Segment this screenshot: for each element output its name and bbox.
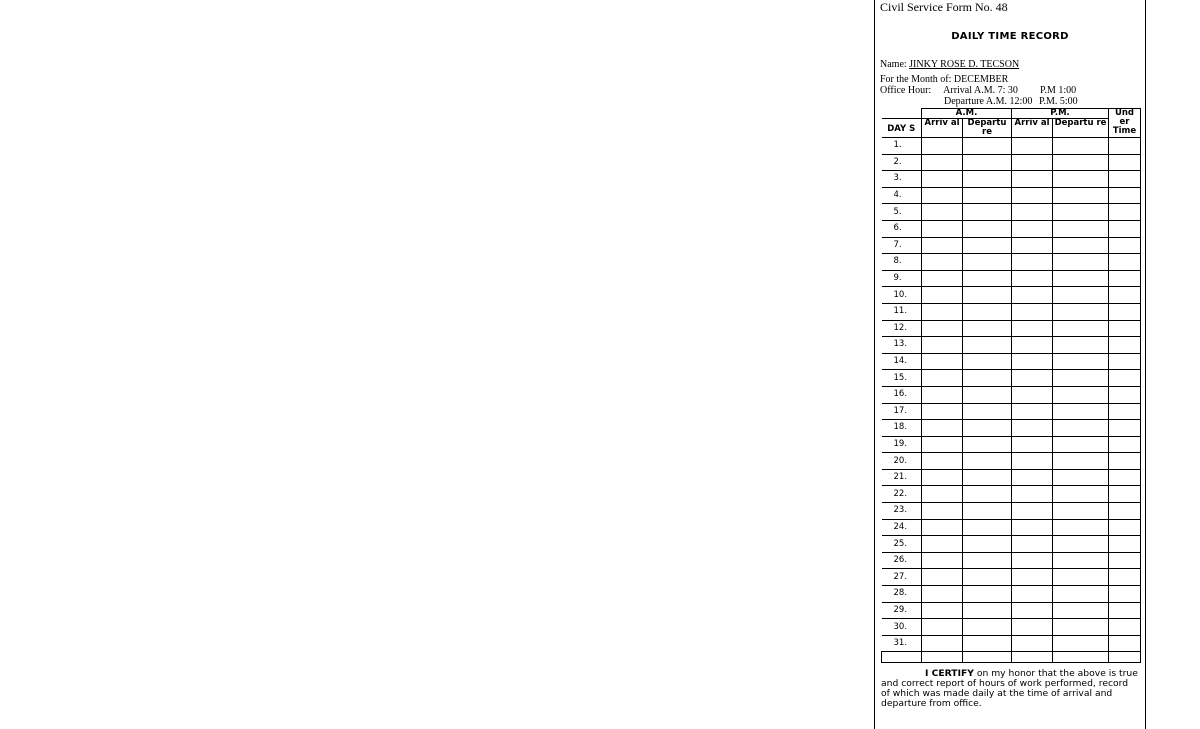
pm-departure-cell [1053, 187, 1109, 204]
undertime-cell [1109, 270, 1141, 287]
pm-departure-cell [1053, 503, 1109, 520]
table-row [882, 536, 1141, 553]
pm-departure-cell [1053, 569, 1109, 586]
pm-arrival-cell [1012, 519, 1053, 536]
pm-arrival-cell [1012, 320, 1053, 337]
am-departure-cell [963, 303, 1012, 320]
pm-arrival-cell [1012, 453, 1053, 470]
table-row [882, 337, 1141, 354]
day-number: 14. [882, 353, 922, 370]
am-departure-cell [963, 287, 1012, 304]
pm-departure-header: Departu re [1053, 119, 1109, 138]
undertime-cell [1109, 353, 1141, 370]
am-departure-cell [963, 635, 1012, 652]
pm-departure-time: P.M. 5:00 [1039, 96, 1078, 107]
pm-departure-cell [1053, 370, 1109, 387]
am-arrival-cell [922, 420, 963, 437]
name-line [880, 59, 1019, 70]
am-departure-cell [963, 320, 1012, 337]
blank-row [882, 652, 1141, 663]
day-number: 30. [882, 619, 922, 636]
day-number: 15. [882, 370, 922, 387]
am-departure-time: Departure A.M. 12:00 [944, 96, 1033, 107]
am-departure-cell [963, 171, 1012, 188]
pm-departure-cell [1053, 171, 1109, 188]
day-number: 3. [882, 171, 922, 188]
pm-arrival-time: P.M 1:00 [1040, 85, 1077, 96]
table-row [882, 469, 1141, 486]
am-departure-header: Departu re [963, 119, 1012, 138]
pm-arrival-cell [1012, 204, 1053, 221]
form-number: Civil Service Form No. 48 [880, 0, 1008, 14]
undertime-cell [1109, 453, 1141, 470]
am-departure-cell [963, 436, 1012, 453]
table-row [882, 386, 1141, 403]
blank-cell [882, 652, 922, 663]
pm-departure-cell [1053, 469, 1109, 486]
table-row [882, 403, 1141, 420]
am-arrival-cell [922, 270, 963, 287]
undertime-cell [1109, 436, 1141, 453]
pm-departure-cell [1053, 138, 1109, 155]
table-row [882, 254, 1141, 271]
day-number: 31. [882, 635, 922, 652]
day-number: 10. [882, 287, 922, 304]
table-row [882, 154, 1141, 171]
table-row [882, 420, 1141, 437]
am-arrival-cell [922, 486, 963, 503]
month-value: DECEMBER [953, 74, 1009, 85]
office-hour-label: Office Hour: [880, 85, 932, 96]
undertime-cell [1109, 138, 1141, 155]
undertime-cell [1109, 403, 1141, 420]
undertime-cell [1109, 586, 1141, 603]
pm-departure-cell [1053, 270, 1109, 287]
am-arrival-cell [922, 254, 963, 271]
pm-arrival-cell [1012, 303, 1053, 320]
table-row [882, 453, 1141, 470]
table-row [882, 436, 1141, 453]
am-arrival-cell [922, 204, 963, 221]
am-departure-cell [963, 187, 1012, 204]
am-departure-cell [963, 220, 1012, 237]
table-row [882, 586, 1141, 603]
document-title: DAILY TIME RECORD [951, 31, 1069, 42]
certify-text: on my honor that the above is true and correct report of hours of work performed, record of which was made daily at the time of arrival and departure from office. [881, 668, 1138, 709]
pm-arrival-header: Arriv al [1012, 119, 1053, 138]
name-value: JINKY ROSE D. TECSON [909, 59, 1020, 70]
am-arrival-cell [922, 436, 963, 453]
am-arrival-cell [922, 619, 963, 636]
pm-arrival-cell [1012, 154, 1053, 171]
pm-arrival-cell [1012, 586, 1053, 603]
pm-departure-cell [1053, 552, 1109, 569]
day-number: 13. [882, 337, 922, 354]
day-number: 29. [882, 602, 922, 619]
am-arrival-cell [922, 552, 963, 569]
day-number: 2. [882, 154, 922, 171]
day-number: 6. [882, 220, 922, 237]
name-label: Name: [880, 59, 907, 70]
undertime-cell [1109, 154, 1141, 171]
day-number: 26. [882, 552, 922, 569]
am-departure-cell [963, 586, 1012, 603]
table-row [882, 187, 1141, 204]
undertime-cell [1109, 187, 1141, 204]
table-row [882, 503, 1141, 520]
time-record-body [882, 138, 1141, 663]
day-number: 21. [882, 469, 922, 486]
month-label: For the Month of: [880, 74, 952, 85]
am-arrival-cell [922, 403, 963, 420]
pm-departure-cell [1053, 220, 1109, 237]
pm-arrival-cell [1012, 386, 1053, 403]
am-arrival-cell [922, 171, 963, 188]
undertime-cell [1109, 370, 1141, 387]
am-departure-cell [963, 469, 1012, 486]
am-arrival-cell [922, 386, 963, 403]
table-row [882, 519, 1141, 536]
office-hour-line [880, 85, 1018, 96]
am-departure-cell [963, 138, 1012, 155]
time-record-table [881, 108, 1141, 663]
undertime-cell [1109, 420, 1141, 437]
am-departure-cell [963, 370, 1012, 387]
day-number: 7. [882, 237, 922, 254]
undertime-cell [1109, 287, 1141, 304]
am-arrival-cell [922, 187, 963, 204]
table-row [882, 171, 1141, 188]
month-line [880, 74, 1008, 85]
undertime-cell [1109, 536, 1141, 553]
pm-arrival-cell [1012, 602, 1053, 619]
undertime-cell [1109, 635, 1141, 652]
am-departure-cell [963, 453, 1012, 470]
am-arrival-cell [922, 138, 963, 155]
pm-departure-cell [1053, 602, 1109, 619]
pm-arrival-cell [1012, 619, 1053, 636]
day-number: 22. [882, 486, 922, 503]
undertime-cell [1109, 602, 1141, 619]
am-arrival-cell [922, 287, 963, 304]
pm-arrival-cell [1012, 353, 1053, 370]
table-row [882, 237, 1141, 254]
day-number: 8. [882, 254, 922, 271]
pm-arrival-cell [1012, 287, 1053, 304]
am-arrival-cell [922, 320, 963, 337]
pm-departure-cell [1053, 320, 1109, 337]
am-arrival-cell [922, 602, 963, 619]
pm-departure-cell [1053, 237, 1109, 254]
pm-arrival-cell [1012, 635, 1053, 652]
table-row [882, 353, 1141, 370]
am-departure-cell [963, 204, 1012, 221]
am-departure-cell [963, 536, 1012, 553]
undertime-cell [1109, 619, 1141, 636]
table-row [882, 619, 1141, 636]
days-header: DAY S [882, 119, 922, 138]
table-row [882, 552, 1141, 569]
am-arrival-cell [922, 503, 963, 520]
pm-departure-cell [1053, 519, 1109, 536]
pm-departure-cell [1053, 536, 1109, 553]
pm-departure-cell [1053, 436, 1109, 453]
day-number: 27. [882, 569, 922, 586]
am-arrival-cell [922, 519, 963, 536]
undertime-cell [1109, 503, 1141, 520]
day-number: 1. [882, 138, 922, 155]
day-number: 18. [882, 420, 922, 437]
table-row [882, 138, 1141, 155]
pm-arrival-cell [1012, 270, 1053, 287]
am-arrival-cell [922, 353, 963, 370]
table-row [882, 370, 1141, 387]
day-number: 11. [882, 303, 922, 320]
pm-departure-cell [1053, 337, 1109, 354]
pm-departure-cell [1053, 403, 1109, 420]
day-number: 20. [882, 453, 922, 470]
pm-arrival-cell [1012, 469, 1053, 486]
pm-departure-cell [1053, 586, 1109, 603]
pm-departure-cell [1053, 287, 1109, 304]
am-departure-cell [963, 337, 1012, 354]
am-arrival-cell [922, 469, 963, 486]
am-arrival-cell [922, 586, 963, 603]
pm-arrival-cell [1012, 552, 1053, 569]
am-arrival-cell [922, 453, 963, 470]
undertime-cell [1109, 237, 1141, 254]
table-row [882, 635, 1141, 652]
am-arrival-cell [922, 536, 963, 553]
table-row [882, 204, 1141, 221]
table-subheader-row [882, 119, 1141, 138]
am-departure-cell [963, 154, 1012, 171]
am-departure-cell [963, 486, 1012, 503]
undertime-cell [1109, 303, 1141, 320]
undertime-cell [1109, 171, 1141, 188]
pm-departure-cell [1053, 386, 1109, 403]
blank-cell [1109, 652, 1141, 663]
pm-departure-cell [1053, 254, 1109, 271]
am-departure-cell [963, 353, 1012, 370]
am-arrival-header: Arriv al [922, 119, 963, 138]
day-number: 25. [882, 536, 922, 553]
table-row [882, 569, 1141, 586]
day-number: 24. [882, 519, 922, 536]
blank-cell [1012, 652, 1053, 663]
am-arrival-cell [922, 154, 963, 171]
undertime-cell [1109, 552, 1141, 569]
am-arrival-cell [922, 237, 963, 254]
undertime-cell [1109, 386, 1141, 403]
day-number: 23. [882, 503, 922, 520]
daily-time-record-form [874, 0, 1146, 729]
am-departure-cell [963, 386, 1012, 403]
day-number: 16. [882, 386, 922, 403]
table-row [882, 303, 1141, 320]
pm-arrival-cell [1012, 403, 1053, 420]
am-departure-cell [963, 602, 1012, 619]
pm-arrival-cell [1012, 237, 1053, 254]
am-arrival-cell [922, 303, 963, 320]
pm-arrival-cell [1012, 171, 1053, 188]
am-departure-cell [963, 403, 1012, 420]
am-arrival-cell [922, 220, 963, 237]
table-row [882, 320, 1141, 337]
undertime-cell [1109, 220, 1141, 237]
pm-departure-cell [1053, 204, 1109, 221]
blank-cell [922, 652, 963, 663]
pm-departure-cell [1053, 154, 1109, 171]
table-header-row [882, 109, 1141, 119]
pm-arrival-cell [1012, 370, 1053, 387]
pm-arrival-cell [1012, 138, 1053, 155]
undertime-cell [1109, 469, 1141, 486]
header-blank [882, 109, 922, 119]
pm-arrival-cell [1012, 486, 1053, 503]
pm-arrival-cell [1012, 569, 1053, 586]
am-arrival-cell [922, 370, 963, 387]
pm-header: P.M. [1012, 109, 1109, 119]
certification-statement [881, 669, 1139, 709]
am-departure-cell [963, 254, 1012, 271]
undertime-header: Und er Time [1109, 109, 1141, 138]
pm-departure-cell [1053, 486, 1109, 503]
undertime-cell [1109, 204, 1141, 221]
am-arrival-time: Arrival A.M. 7: 30 [943, 85, 1018, 96]
am-arrival-cell [922, 635, 963, 652]
pm-arrival-cell [1012, 420, 1053, 437]
pm-departure-cell [1053, 303, 1109, 320]
day-number: 9. [882, 270, 922, 287]
pm-arrival-cell [1012, 503, 1053, 520]
undertime-cell [1109, 519, 1141, 536]
pm-arrival-cell [1012, 187, 1053, 204]
pm-departure-cell [1053, 619, 1109, 636]
am-arrival-cell [922, 337, 963, 354]
day-number: 5. [882, 204, 922, 221]
pm-departure-cell [1053, 420, 1109, 437]
am-header: A.M. [922, 109, 1012, 119]
am-departure-cell [963, 519, 1012, 536]
am-departure-cell [963, 270, 1012, 287]
table-row [882, 287, 1141, 304]
day-number: 28. [882, 586, 922, 603]
am-departure-cell [963, 552, 1012, 569]
am-departure-cell [963, 503, 1012, 520]
table-row [882, 220, 1141, 237]
pm-departure-cell [1053, 635, 1109, 652]
am-departure-cell [963, 237, 1012, 254]
table-row [882, 270, 1141, 287]
pm-arrival-cell [1012, 536, 1053, 553]
pm-arrival-cell [1012, 337, 1053, 354]
am-departure-cell [963, 420, 1012, 437]
certify-bold: I CERTIFY [925, 668, 974, 679]
pm-departure-cell [1053, 453, 1109, 470]
am-arrival-cell [922, 569, 963, 586]
pm-departure-cell [1053, 353, 1109, 370]
table-row [882, 486, 1141, 503]
day-number: 4. [882, 187, 922, 204]
undertime-cell [1109, 320, 1141, 337]
am-departure-cell [963, 569, 1012, 586]
pm-arrival-cell [1012, 254, 1053, 271]
undertime-cell [1109, 337, 1141, 354]
blank-cell [1053, 652, 1109, 663]
pm-arrival-cell [1012, 220, 1053, 237]
undertime-cell [1109, 254, 1141, 271]
pm-arrival-cell [1012, 436, 1053, 453]
undertime-cell [1109, 569, 1141, 586]
day-number: 19. [882, 436, 922, 453]
table-row [882, 602, 1141, 619]
am-departure-cell [963, 619, 1012, 636]
undertime-cell [1109, 486, 1141, 503]
day-number: 17. [882, 403, 922, 420]
day-number: 12. [882, 320, 922, 337]
blank-cell [963, 652, 1012, 663]
